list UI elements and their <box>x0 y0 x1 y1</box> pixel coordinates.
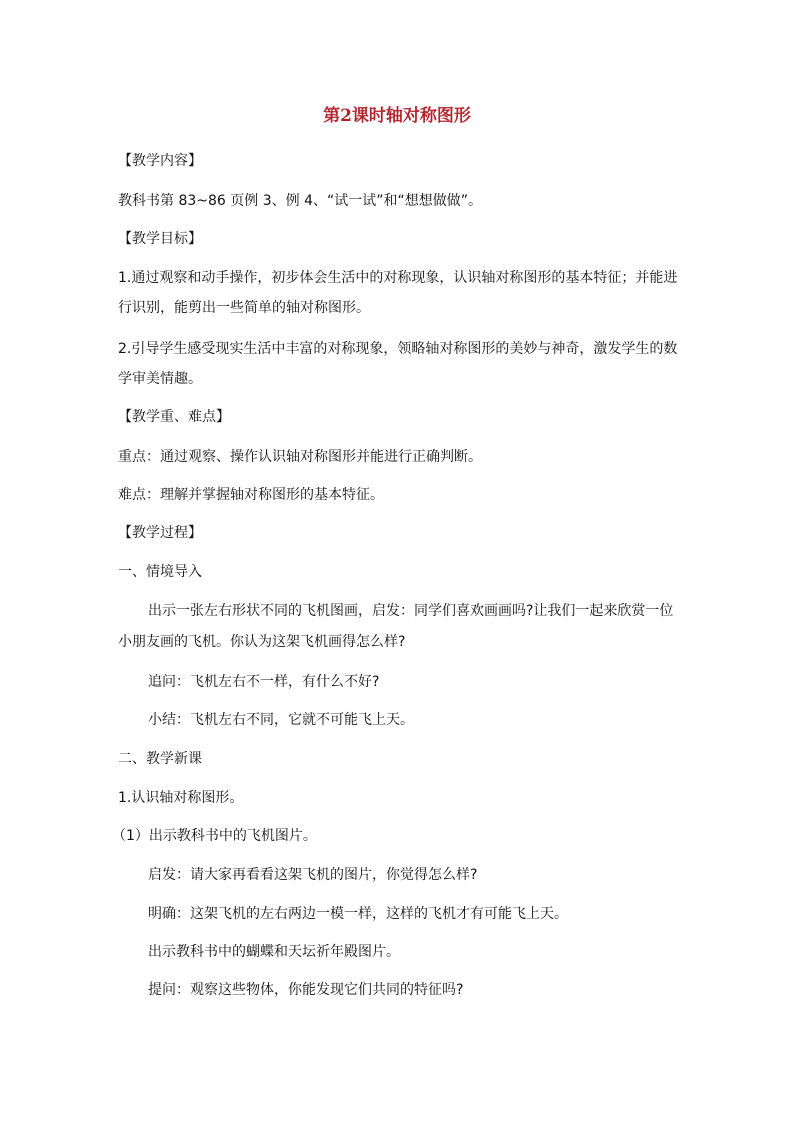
key-point-line: 重点：通过观察、操作认识轴对称图形并能进行正确判断。 <box>118 449 482 465</box>
paragraph-content: 教科书第 83~86 页例 3、例 4、“试一试”和“想想做做”。 <box>118 193 482 209</box>
step-1-heading: 1.认识轴对称图形。 <box>118 790 244 806</box>
goal-2-line-1: 2.引导学生感受现实生活中丰富的对称现象，领略轴对称图形的美妙与神奇，激发学生的数 <box>118 341 678 357</box>
clarify-line: 明确：这架飞机的左右两边一模一样，这样的飞机才有可能飞上天。 <box>148 906 568 922</box>
goal-1-line-2: 行识别，能剪出一些简单的轴对称图形。 <box>118 300 370 316</box>
section-heading-content: 【教学内容】 <box>118 153 202 169</box>
subsection-new-lesson: 二、教学新课 <box>118 751 202 767</box>
page-title: 第2课时轴对称图形 <box>323 106 471 126</box>
intro-paragraph-line-2: 小朋友画的飞机。你认为这架飞机画得怎么样? <box>118 634 406 650</box>
intro-paragraph-line-1: 出示一张左右形状不同的飞机图画，启发：同学们喜欢画画吗?让我们一起来欣赏一位 <box>148 603 674 619</box>
section-heading-key-points: 【教学重、难点】 <box>118 409 230 425</box>
summary-line: 小结：飞机左右不同，它就不可能飞上天。 <box>148 712 414 728</box>
step-1-sub-1: （1）出示教科书中的飞机图片。 <box>112 828 317 844</box>
section-heading-goals: 【教学目标】 <box>118 231 202 247</box>
section-heading-process: 【教学过程】 <box>118 525 202 541</box>
question-line: 提问：观察这些物体，你能发现它们共同的特征吗? <box>148 982 464 998</box>
subsection-intro: 一、情境导入 <box>118 564 202 580</box>
goal-2-line-2: 学审美情趣。 <box>118 371 202 387</box>
goal-1-line-1: 1.通过观察和动手操作，初步体会生活中的对称现象，认识轴对称图形的基本特征；并能进 <box>118 270 678 286</box>
show-pictures-line: 出示教科书中的蝴蝶和天坛祈年殿图片。 <box>148 944 400 960</box>
prompt-line: 启发：请大家再看看这架飞机的图片，你觉得怎么样? <box>148 867 478 883</box>
difficult-point-line: 难点：理解并掌握轴对称图形的基本特征。 <box>118 487 384 503</box>
follow-up-question: 追问：飞机左右不一样，有什么不好? <box>148 674 380 690</box>
